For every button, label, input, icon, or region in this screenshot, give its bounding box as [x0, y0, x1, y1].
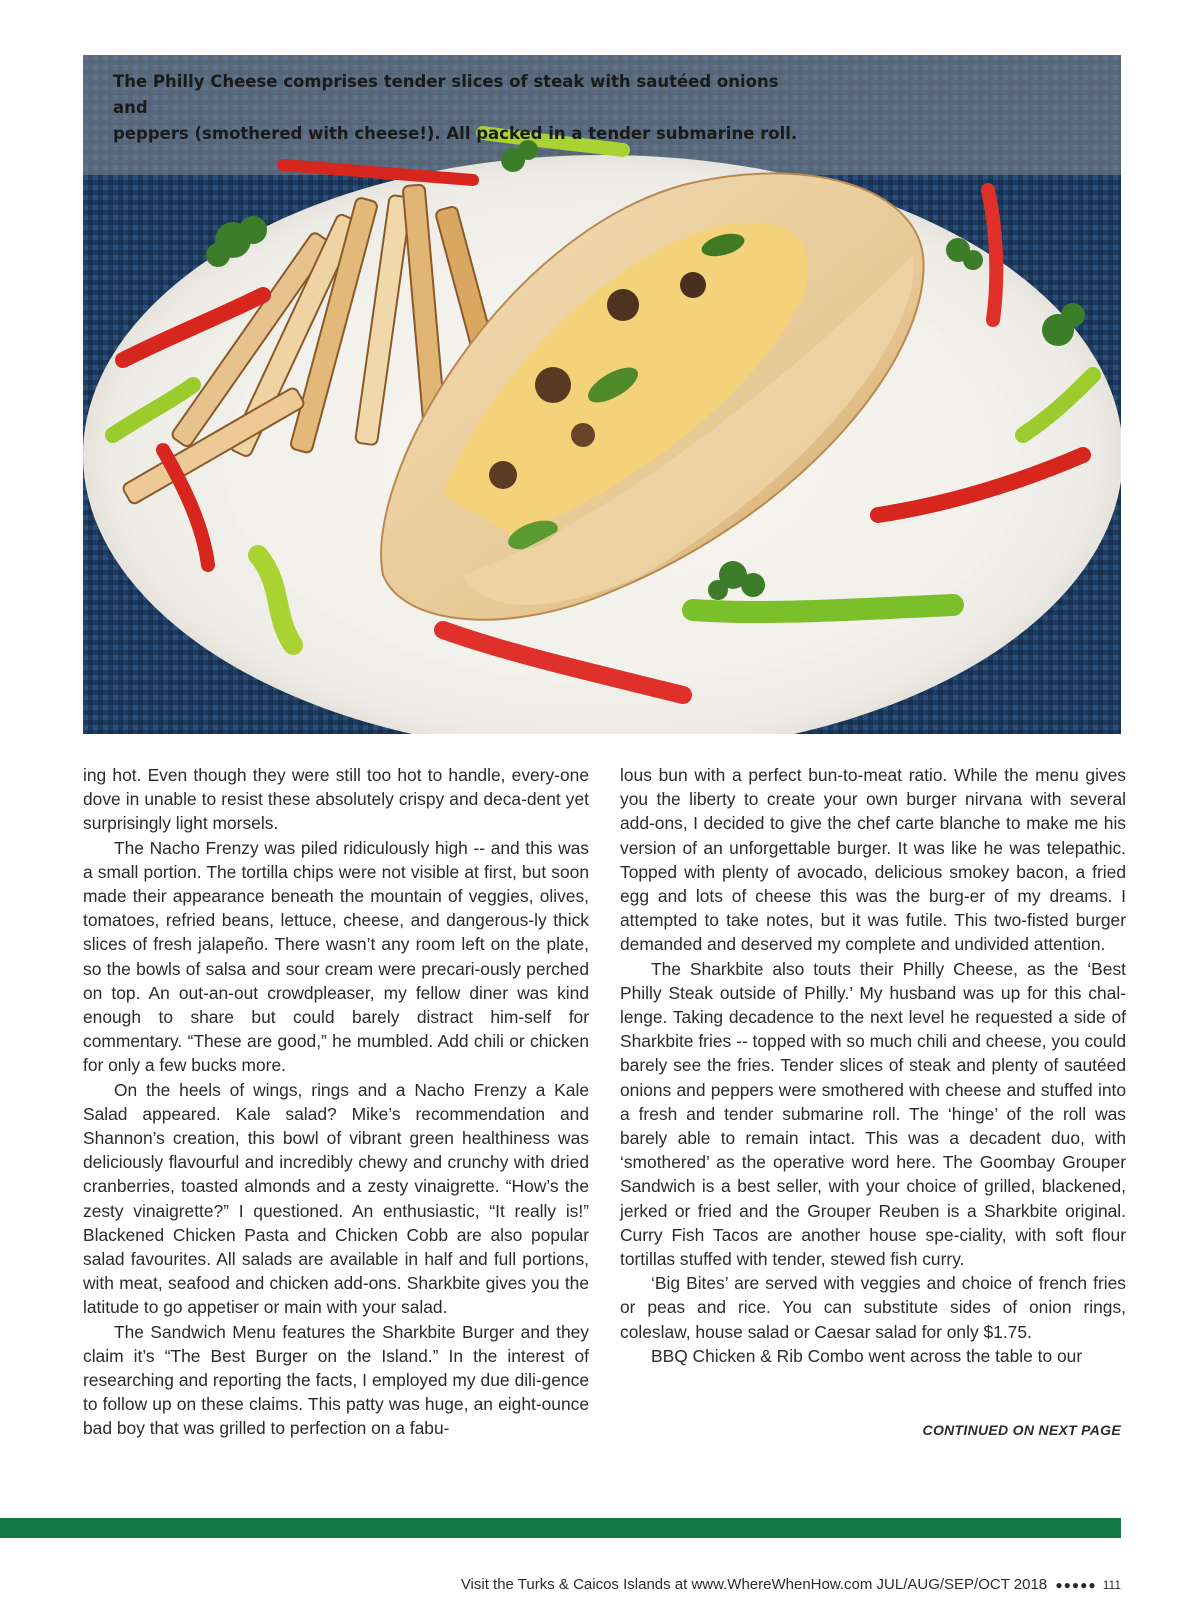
continued-notice: CONTINUED ON NEXT PAGE	[922, 1422, 1121, 1438]
article-paragraph: The Sharkbite also touts their Philly Cheese, as the ‘Best Philly Steak outside of Philly.’ My husband was up for this chal-lenge. Taking decadence to the next level he requested a side of Sharkbite fries -- topped with so much chili and cheese, you could barely see the fries. Tender slices of steak and plenty of sautéed onions and peppers were smothered with cheese and stuffed into a fresh and tender submarine roll. The ‘hinge’ of the roll was barely able to remain intact. This was a decadent duo, with ‘smothered’ as the operative word here. The Goombay Grouper Sandwich is a best seller, with your choice of grilled, blackened, jerked or fried and the Grouper Reuben is a Sharkbite original. Curry Fish Tacos are another house spe-ciality, with soft flour tortillas stuffed with tender, stewed fish curry.	[620, 958, 1126, 1270]
footer-accent-bar	[0, 1518, 1121, 1538]
article-paragraph: lous bun with a perfect bun-to-meat ratio. While the menu gives you the liberty to create your own burger nirvana with several add-ons, I decided to give the chef carte blanche to make me his version of an unforgettable burger. It was like he was telepathic. Topped with plenty of avocado, delicious smokey bacon, a fried egg and lots of cheese this was the burg-er of my dreams. I attempted to take notes, but it was futile. This two-fisted burger demanded and deserved my complete and undivided attention.	[620, 765, 1126, 955]
photo-caption	[113, 69, 813, 147]
food-photo	[83, 55, 1121, 734]
article-paragraph: ing hot. Even though they were still too hot to handle, every-one dove in unable to resist these absolutely crispy and deca-dent yet surprisingly light morsels.	[83, 765, 589, 834]
philly-cheese-illustration	[83, 55, 1121, 734]
article-paragraph: On the heels of wings, rings and a Nacho Frenzy a Kale Salad appeared. Kale salad? Mike’s recommendation and Shannon’s creation, this bowl of vibrant green healthiness was deliciously flavourful and incredibly chewy and crunchy with dried cranberries, toasted almonds and a zesty vinaigrette. “How’s the zesty vinaigrette?” I questioned. An enthusiastic, “It really is!” Blackened Chicken Pasta and Chicken Cobb are also popular salad favourites. All salads are available in half and full portions, with meat, seafood and chicken add-ons. Sharkbite gives you the latitude to go appetiser or main with your salad.	[83, 1079, 589, 1318]
page-number: 111	[1102, 1578, 1121, 1592]
article-paragraph: BBQ Chicken & Rib Combo went across the table to our	[651, 1345, 1083, 1366]
article-column-right	[620, 763, 1126, 1368]
caption-line: peppers (smothered with cheese!). All packed in a tender submarine roll.	[113, 124, 798, 143]
article-paragraph: The Nacho Frenzy was piled ridiculously high -- and this was a small portion. The tortilla chips were not visible at first, but soon made their appearance beneath the mountain of veggies, olives, tomatoes, refried beans, lettuce, cheese, and dangerous-ly thick slices of fresh jalapeño. There wasn’t any room left on the plate, so the bowls of salsa and sour cream were precari-ously perched on top. An out-an-out crowdpleaser, my fellow diner was kind enough to share but could barely distract him-self for commentary. “These are good,” he mumbled. Add chili or chicken for only a few bucks more.	[83, 837, 589, 1076]
article-paragraph: The Sandwich Menu features the Sharkbite Burger and they claim it’s “The Best Burger on the Island.” In the interest of researching and reporting the facts, I employed my due dili-gence to follow up on these claims. This patty was huge, an eight-ounce bad boy that was grilled to perfection on a fabu-	[83, 1321, 589, 1439]
article-column-left	[83, 763, 589, 1441]
footer-dots: ●●●●●	[1055, 1578, 1097, 1592]
footer-text: Visit the Turks & Caicos Islands at www.WhereWhenHow.com JUL/AUG/SEP/OCT 2018	[460, 1576, 1048, 1593]
caption-line: The Philly Cheese comprises tender slices of steak with sautéed onions and	[113, 72, 779, 117]
article-paragraph: ‘Big Bites’ are served with veggies and choice of french fries or peas and rice. You can substitute sides of onion rings, coleslaw, house salad or Caesar salad for only $1.75.	[620, 1273, 1126, 1342]
page-footer	[461, 1576, 1121, 1593]
